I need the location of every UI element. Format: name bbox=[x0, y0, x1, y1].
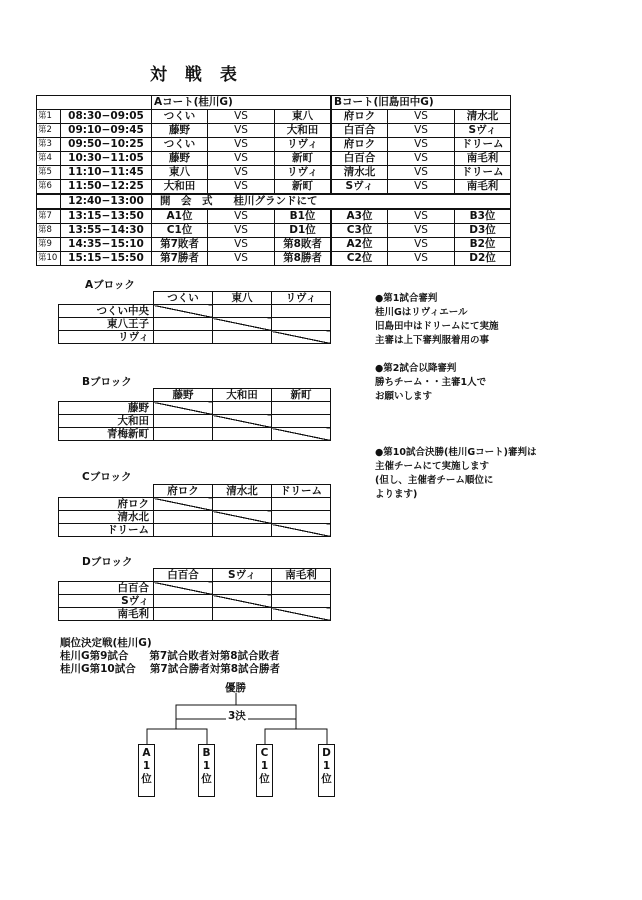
placement-title: 順位決定戦(桂川G) bbox=[60, 637, 152, 649]
placement-line: 桂川G第9試合 第7試合敗者対第8試合敗者 bbox=[60, 650, 280, 662]
team-b1: 清水北 bbox=[331, 166, 388, 180]
note-line: ●第10試合決勝(桂川Gコート)審判は bbox=[375, 447, 537, 458]
seed-a1 bbox=[138, 744, 155, 797]
champion-label: 優勝 bbox=[225, 682, 246, 694]
vs-b: VS bbox=[388, 166, 455, 180]
block-a-title: Aブロック bbox=[85, 279, 135, 291]
team-a1: A1位 bbox=[152, 209, 208, 224]
seed-letter: C bbox=[260, 747, 269, 759]
row-team: 藤野 bbox=[59, 402, 154, 415]
note-line: 主催チームにて実施します bbox=[375, 461, 490, 472]
semifinal-right-line bbox=[265, 729, 327, 744]
match-no: 第2 bbox=[37, 124, 61, 138]
team-a2: 新町 bbox=[275, 180, 332, 195]
team-a2: リヴィ bbox=[275, 166, 332, 180]
col-team: 白百合 bbox=[154, 569, 213, 582]
seed-rank: 1 bbox=[142, 760, 151, 772]
col-team: 清水北 bbox=[213, 485, 272, 498]
team-b2: ドリーム bbox=[455, 138, 511, 152]
match-time: 15:15−15:50 bbox=[61, 252, 152, 266]
team-a2: D1位 bbox=[275, 224, 332, 238]
team-a1: つくい bbox=[152, 138, 208, 152]
note-line: お願いします bbox=[375, 391, 433, 402]
col-team: リヴィ bbox=[272, 292, 331, 305]
seed-letter: A bbox=[142, 747, 151, 759]
note-line: 勝ちチーム・・主審1人で bbox=[375, 377, 487, 388]
match-no: 第4 bbox=[37, 152, 61, 166]
team-a1: 藤野 bbox=[152, 152, 208, 166]
team-b2: 南毛利 bbox=[455, 180, 511, 195]
team-b2: Sヴィ bbox=[455, 124, 511, 138]
col-team: 大和田 bbox=[213, 389, 272, 402]
team-b1: C3位 bbox=[331, 224, 388, 238]
col-team: 府ロク bbox=[154, 485, 213, 498]
row-team: 白百合 bbox=[59, 582, 154, 595]
match-time: 11:10−11:45 bbox=[61, 166, 152, 180]
match-no: 第8 bbox=[37, 224, 61, 238]
block-b-title: Bブロック bbox=[82, 376, 132, 388]
team-a1: つくい bbox=[152, 110, 208, 124]
team-b1: 白百合 bbox=[331, 152, 388, 166]
team-a1: 藤野 bbox=[152, 124, 208, 138]
court-a-header: Aコート(桂川G) bbox=[152, 96, 332, 110]
vs-a: VS bbox=[208, 252, 275, 266]
vs-a: VS bbox=[208, 209, 275, 224]
seed-c1 bbox=[256, 744, 273, 797]
match-no: 第1 bbox=[37, 110, 61, 124]
team-b2: 清水北 bbox=[455, 110, 511, 124]
block-d-title: Dブロック bbox=[82, 556, 133, 568]
vs-a: VS bbox=[208, 224, 275, 238]
match-time: 13:55−14:30 bbox=[61, 224, 152, 238]
vs-a: VS bbox=[208, 110, 275, 124]
match-no: 第7 bbox=[37, 209, 61, 224]
match-time: 10:30−11:05 bbox=[61, 152, 152, 166]
vs-a: VS bbox=[208, 124, 275, 138]
match-time: 08:30−09:05 bbox=[61, 110, 152, 124]
team-b1: C2位 bbox=[331, 252, 388, 266]
team-b2: D2位 bbox=[455, 252, 511, 266]
row-team: 清水北 bbox=[59, 511, 154, 524]
seed-suffix: 位 bbox=[201, 773, 212, 785]
vs-a: VS bbox=[208, 180, 275, 195]
match-time: 13:15−13:50 bbox=[61, 209, 152, 224]
col-team: 東八 bbox=[213, 292, 272, 305]
third-place-label: 3決 bbox=[228, 710, 246, 722]
team-b2: B3位 bbox=[455, 209, 511, 224]
team-a2: 大和田 bbox=[275, 124, 332, 138]
match-no: 第6 bbox=[37, 180, 61, 195]
team-b1: A3位 bbox=[331, 209, 388, 224]
seed-rank: 1 bbox=[322, 760, 331, 772]
col-team: 南毛利 bbox=[272, 569, 331, 582]
vs-b: VS bbox=[388, 209, 455, 224]
match-time: 14:35−15:10 bbox=[61, 238, 152, 252]
seed-letter: D bbox=[322, 747, 331, 759]
vs-b: VS bbox=[388, 152, 455, 166]
team-b1: 府ロク bbox=[331, 138, 388, 152]
match-no: 第9 bbox=[37, 238, 61, 252]
team-b1: A2位 bbox=[331, 238, 388, 252]
team-a2: 東八 bbox=[275, 110, 332, 124]
col-team: 新町 bbox=[272, 389, 331, 402]
vs-a: VS bbox=[208, 152, 275, 166]
team-b1: 府ロク bbox=[331, 110, 388, 124]
ceremony-time: 12:40−13:00 bbox=[61, 194, 152, 209]
col-team: ドリーム bbox=[272, 485, 331, 498]
vs-b: VS bbox=[388, 238, 455, 252]
note-line: ●第1試合審判 bbox=[375, 293, 438, 304]
row-team: 南毛利 bbox=[59, 608, 154, 621]
team-a2: 第8勝者 bbox=[275, 252, 332, 266]
col-team: つくい bbox=[154, 292, 213, 305]
seed-suffix: 位 bbox=[259, 773, 270, 785]
team-b2: ドリーム bbox=[455, 166, 511, 180]
row-team: 大和田 bbox=[59, 415, 154, 428]
page-title: 対 戦 表 bbox=[150, 65, 243, 85]
row-team: リヴィ bbox=[59, 331, 154, 344]
vs-b: VS bbox=[388, 110, 455, 124]
match-time: 11:50−12:25 bbox=[61, 180, 152, 195]
col-team: 藤野 bbox=[154, 389, 213, 402]
team-b2: B2位 bbox=[455, 238, 511, 252]
semifinal-left-line bbox=[147, 729, 207, 744]
seed-b1 bbox=[198, 744, 215, 797]
row-team: 青梅新町 bbox=[59, 428, 154, 441]
court-b-header: Bコート(旧島田中G) bbox=[331, 96, 511, 110]
vs-a: VS bbox=[208, 138, 275, 152]
team-b1: Sヴィ bbox=[331, 180, 388, 195]
vs-b: VS bbox=[388, 180, 455, 195]
team-b2: D3位 bbox=[455, 224, 511, 238]
team-a1: 第7勝者 bbox=[152, 252, 208, 266]
vs-b: VS bbox=[388, 224, 455, 238]
vs-b: VS bbox=[388, 124, 455, 138]
note-line: ●第2試合以降審判 bbox=[375, 363, 457, 374]
row-team: 東八王子 bbox=[59, 318, 154, 331]
team-b2: 南毛利 bbox=[455, 152, 511, 166]
vs-b: VS bbox=[388, 138, 455, 152]
match-time: 09:10−09:45 bbox=[61, 124, 152, 138]
seed-rank: 1 bbox=[260, 760, 269, 772]
note-line: 旧島田中はドリームにて実施 bbox=[375, 321, 499, 332]
seed-rank: 1 bbox=[202, 760, 211, 772]
row-team: 府ロク bbox=[59, 498, 154, 511]
note-line: (但し、主催者チーム順位に bbox=[375, 475, 494, 486]
note-line: 桂川Gはリヴィエール bbox=[375, 307, 468, 318]
team-a1: 大和田 bbox=[152, 180, 208, 195]
team-a2: B1位 bbox=[275, 209, 332, 224]
vs-a: VS bbox=[208, 166, 275, 180]
note-line: よります) bbox=[375, 489, 418, 500]
team-a2: 第8敗者 bbox=[275, 238, 332, 252]
vs-a: VS bbox=[208, 238, 275, 252]
seed-letter: B bbox=[202, 747, 211, 759]
team-a1: 第7敗者 bbox=[152, 238, 208, 252]
row-team: つくい中央 bbox=[59, 305, 154, 318]
row-team: Sヴィ bbox=[59, 595, 154, 608]
col-team: Sヴィ bbox=[213, 569, 272, 582]
team-a2: 新町 bbox=[275, 152, 332, 166]
row-team: ドリーム bbox=[59, 524, 154, 537]
match-no: 第10 bbox=[37, 252, 61, 266]
vs-b: VS bbox=[388, 252, 455, 266]
ceremony-label: 開 会 式 桂川グランドにて bbox=[152, 194, 511, 209]
match-time: 09:50−10:25 bbox=[61, 138, 152, 152]
match-no: 第5 bbox=[37, 166, 61, 180]
note-line: 主審は上下審判服着用の事 bbox=[375, 335, 490, 346]
seed-suffix: 位 bbox=[321, 773, 332, 785]
match-no: 第3 bbox=[37, 138, 61, 152]
team-a2: リヴィ bbox=[275, 138, 332, 152]
block-c-title: Cブロック bbox=[82, 471, 132, 483]
team-a1: C1位 bbox=[152, 224, 208, 238]
team-b1: 白百合 bbox=[331, 124, 388, 138]
seed-suffix: 位 bbox=[141, 773, 152, 785]
team-a1: 東八 bbox=[152, 166, 208, 180]
placement-line: 桂川G第10試合 第7試合勝者対第8試合勝者 bbox=[60, 663, 280, 675]
seed-d1 bbox=[318, 744, 335, 797]
